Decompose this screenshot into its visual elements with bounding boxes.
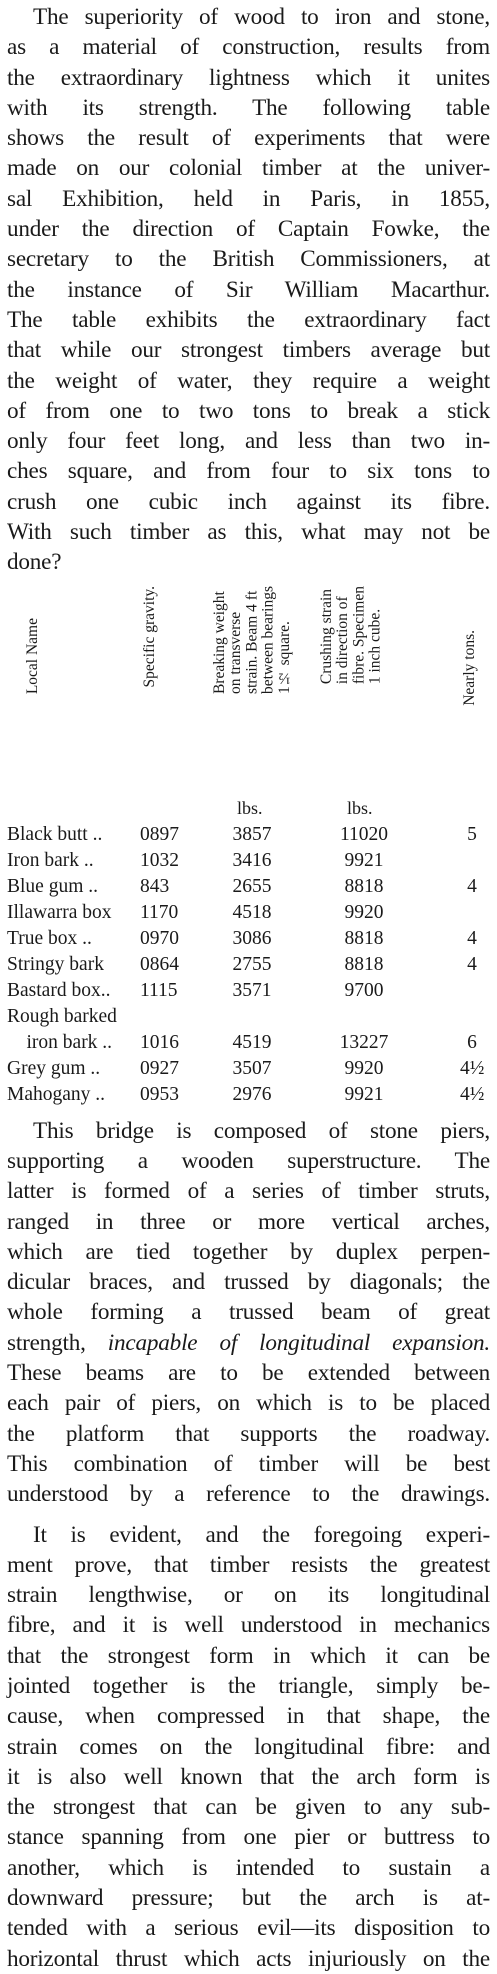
text-line <box>7 1328 490 1358</box>
text-line: crush one cubic inch against its fibre. <box>7 488 490 515</box>
bridge-paragraph <box>7 1116 490 1510</box>
cell-tons: 4 <box>467 927 477 949</box>
text-line: tended with a serious evil—its disposition to <box>7 1915 490 1942</box>
text-line: the platform that supports the roadway. <box>7 1420 490 1447</box>
cell-name: Rough barked <box>7 1005 117 1027</box>
text-line: that the strongest form in which it can be <box>7 1642 490 1669</box>
cell-name: Grey gum .. <box>7 1057 101 1079</box>
text-line: ches square, and from four to six tons to <box>7 458 490 485</box>
cell-tons: 4½ <box>460 1057 485 1079</box>
text-line: it is also well known that the arch form is <box>7 1763 490 1790</box>
text-line: The table exhibits the extraordinary fact <box>7 306 490 333</box>
cell-crushing: 9700 <box>344 979 384 1001</box>
cell-name: Bastard box.. <box>7 979 111 1001</box>
cell-crushing: 8818 <box>344 953 384 975</box>
text-line: the instance of Sir William Macarthur. <box>7 276 490 303</box>
text-line: The superiority of wood to iron and stone, <box>33 4 490 30</box>
header-nearly-tons: Nearly tons. <box>461 629 478 706</box>
text-line: downward pressure; but the arch is at- <box>7 1885 490 1912</box>
text-line: under the direction of Captain Fowke, the <box>7 216 490 243</box>
text-line: as a material of construction, results from <box>7 34 490 61</box>
cell-breaking: 3507 <box>232 1057 272 1079</box>
header-breaking-weight: Breaking weight on transverse strain. Beam 4 ft between bearings 1½ square. <box>211 585 293 694</box>
text-line: It is evident, and the foregoing experi- <box>33 1521 490 1548</box>
text-line: horizontal thrust which acts injuriously on the <box>7 1945 490 1972</box>
text-line: ment prove, that timber resists the greatest <box>7 1551 490 1578</box>
header-crushing-strain: Crushing strain in direction of fibre. Specimen 1 inch cube. <box>318 585 384 684</box>
emphasis-text: incapable of longitudinal expansion. <box>107 1329 490 1356</box>
text-line: done? <box>7 549 62 576</box>
text-line: the weight of water, they require a weight <box>7 367 490 394</box>
text-line: understood by a reference to the drawings. <box>7 1481 490 1508</box>
cell-gravity: 0953 <box>140 1083 179 1105</box>
text-line: dicular braces, and trussed by diagonals; the <box>7 1269 490 1296</box>
timber-strain-paragraph <box>7 1520 490 1974</box>
cell-gravity: 1032 <box>140 849 179 871</box>
header-specific-gravity: Specific gravity. <box>141 585 158 688</box>
text-line: strain lengthwise, or on its longitudinal <box>7 1582 490 1609</box>
cell-gravity: 0927 <box>140 1057 179 1079</box>
cell-name: True box .. <box>7 927 92 949</box>
cell-breaking: 4519 <box>232 1031 272 1053</box>
cell-crushing: 13227 <box>339 1031 389 1053</box>
cell-crushing: 8818 <box>344 875 384 897</box>
unit-breaking: lbs. <box>237 797 263 818</box>
intro-paragraph <box>7 0 490 578</box>
cell-gravity: 1115 <box>140 979 178 1001</box>
text-line: secretary to the British Commissioners, at <box>7 246 490 273</box>
cell-tons: 6 <box>467 1031 477 1053</box>
cell-name: Mahogany .. <box>7 1083 106 1105</box>
text-line: each pair of piers, on which is to be placed <box>7 1390 490 1417</box>
cell-crushing: 8818 <box>344 927 384 949</box>
cell-name: Iron bark .. <box>7 849 94 871</box>
unit-crushing: lbs. <box>347 797 373 818</box>
cell-gravity: 1170 <box>140 901 179 923</box>
text-run: strength, <box>7 1329 108 1356</box>
cell-breaking: 4518 <box>232 901 272 923</box>
text-line: fibre, and it is well understood in mechanics <box>7 1612 490 1639</box>
cell-tons: 4 <box>467 875 477 897</box>
cell-breaking: 3857 <box>232 823 272 845</box>
cell-name: iron bark .. <box>7 1031 113 1053</box>
cell-breaking: 2655 <box>232 875 272 897</box>
cell-name: Illawarra box <box>7 901 112 923</box>
text-line: This bridge is composed of stone piers, <box>33 1117 490 1144</box>
text-line: cause, when compressed in that shape, the <box>7 1703 490 1730</box>
text-line: made on our colonial timber at the univer- <box>7 155 490 182</box>
text-line: supporting a wooden superstructure. The <box>7 1147 490 1174</box>
cell-tons: 5 <box>467 823 477 845</box>
timber-table <box>7 582 490 1105</box>
text-line: jointed together is the triangle, simply be- <box>7 1672 490 1699</box>
header-local-name: Local Name <box>24 617 41 694</box>
cell-crushing: 9921 <box>344 849 384 871</box>
cell-crushing: 9920 <box>344 901 384 923</box>
cell-breaking: 2976 <box>232 1083 272 1105</box>
text-line: that while our strongest timbers average but <box>7 337 490 364</box>
cell-name: Stringy bark <box>7 953 104 975</box>
text-line: the extraordinary lightness which it unites <box>7 64 490 91</box>
cell-crushing: 9921 <box>344 1083 384 1105</box>
cell-gravity: 0897 <box>140 823 179 845</box>
text-line: sal Exhibition, held in Paris, in 1855, <box>7 185 490 212</box>
text-line: the strongest that can be given to any sub- <box>7 1794 490 1821</box>
cell-name: Blue gum .. <box>7 875 98 897</box>
cell-breaking: 3416 <box>232 849 272 871</box>
text-line: This combination of timber will be best <box>7 1450 490 1477</box>
text-line: another, which is intended to sustain a <box>7 1854 490 1881</box>
cell-crushing: 9920 <box>344 1057 384 1079</box>
text-line: whole forming a trussed beam of great <box>7 1299 490 1326</box>
cell-gravity: 0970 <box>140 927 179 949</box>
text-line: strain comes on the longitudinal fibre: and <box>7 1733 490 1760</box>
text-line: stance spanning from one pier or buttress to <box>7 1824 490 1851</box>
text-line: ranged in three or more vertical arches, <box>7 1208 490 1235</box>
text-line: which are tied together by duplex perpen- <box>7 1238 490 1265</box>
text-line: These beams are to be extended between <box>7 1360 490 1387</box>
cell-gravity: 843 <box>140 875 170 897</box>
cell-breaking: 3571 <box>232 979 272 1001</box>
text-line: With such timber as this, what may not be <box>7 519 490 546</box>
text-line: latter is formed of a series of timber struts, <box>7 1178 490 1205</box>
cell-name: Black butt .. <box>7 823 103 845</box>
cell-breaking: 2755 <box>232 953 272 975</box>
cell-breaking: 3086 <box>232 927 272 949</box>
cell-tons: 4½ <box>460 1083 485 1105</box>
text-line: shows the result of experiments that were <box>7 125 490 152</box>
cell-gravity: 1016 <box>140 1031 179 1053</box>
text-line: only four feet long, and less than two in- <box>7 428 490 455</box>
cell-tons: 4 <box>467 953 477 975</box>
text-line: of from one to two tons to break a stick <box>7 397 490 424</box>
text-line: with its strength. The following table <box>7 94 490 121</box>
cell-crushing: 11020 <box>339 823 389 845</box>
cell-gravity: 0864 <box>140 953 179 975</box>
